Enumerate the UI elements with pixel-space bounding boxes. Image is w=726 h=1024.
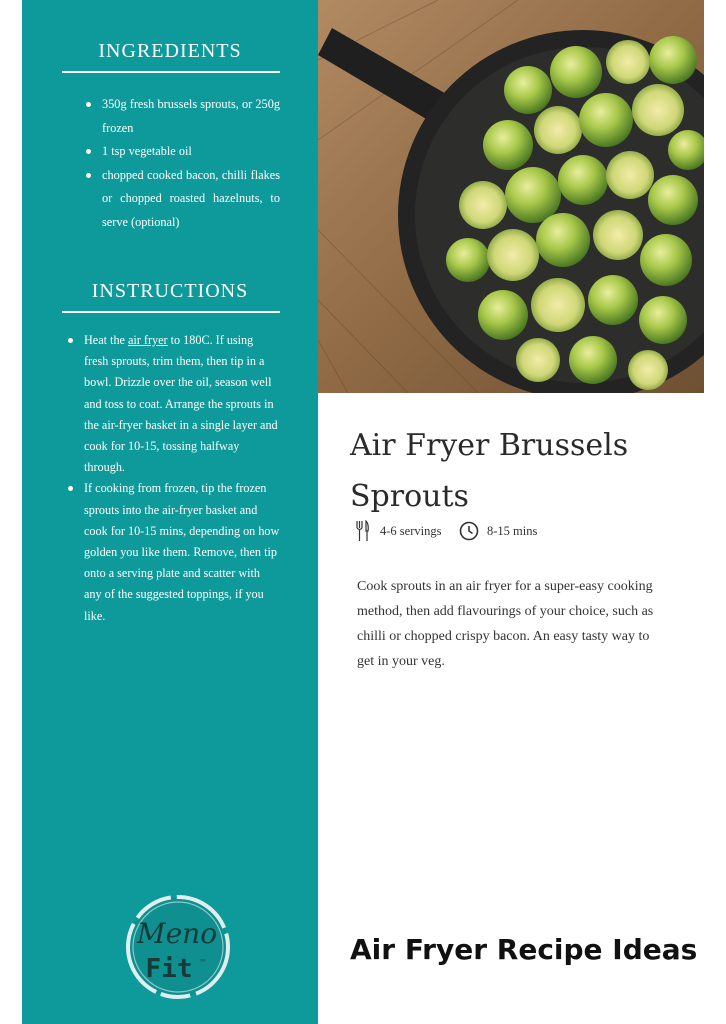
ingredient-item: 350g fresh brussels sprouts, or 250g frozen	[102, 93, 280, 140]
recipe-description: Cook sprouts in an air fryer for a super-easy cooking method, then add flavourings of your choice, such as chilli or chopped crispy bacon. An easy tasty way to get in your veg.	[357, 579, 654, 669]
ingredient-item: chopped cooked bacon, chilli flakes or chopped roasted hazelnuts, to serve (optional)	[102, 164, 280, 235]
menofit-logo	[119, 893, 237, 1001]
air-fryer-link[interactable]: air fryer	[128, 333, 168, 347]
ingredients-list	[102, 93, 280, 234]
instruction-text: If cooking from frozen, tip the frozen sprouts into the air-fryer basket and cook for 10-15 mins, depending on how golden you like them. Remove, then tip onto a serving plate and scatter with any of the suggested toppings, if you like.	[84, 481, 280, 623]
instruction-step	[84, 478, 280, 626]
logo-text-fit: Fit	[145, 954, 193, 984]
logo-trademark: ™	[199, 958, 207, 967]
instruction-step	[84, 330, 280, 478]
sprouts-pan-image	[318, 0, 704, 393]
recipe-photo	[318, 0, 704, 393]
servings-meta	[356, 520, 441, 542]
recipe-sidebar	[22, 0, 318, 1024]
ingredients-heading: INGREDIENTS	[98, 40, 242, 62]
ingredients-divider	[62, 71, 280, 73]
instruction-text: to 180C. If using fresh sprouts, trim them, then tip in a bowl. Drizzle over the oil, season well and toss to coat. Arrange the sprouts in the air-fryer basket in a single layer and cook for 10-15, tossing halfway through.	[84, 333, 278, 475]
footer-heading: Air Fryer Recipe Ideas	[350, 933, 698, 966]
instructions-divider	[62, 311, 280, 313]
instruction-text: Heat the	[84, 333, 128, 347]
recipe-title: Air Fryer Brussels Sprouts	[350, 428, 629, 514]
fork-knife-icon	[356, 520, 370, 542]
logo-text-meno: Meno	[136, 917, 218, 950]
instructions-heading: INSTRUCTIONS	[91, 280, 249, 302]
time-meta	[459, 520, 537, 542]
ingredient-item: 1 tsp vegetable oil	[102, 140, 280, 164]
servings-text: 4-6 servings	[380, 523, 442, 538]
clock-icon	[459, 521, 479, 541]
instructions-list	[84, 330, 280, 627]
time-text: 8-15 mins	[487, 523, 538, 538]
